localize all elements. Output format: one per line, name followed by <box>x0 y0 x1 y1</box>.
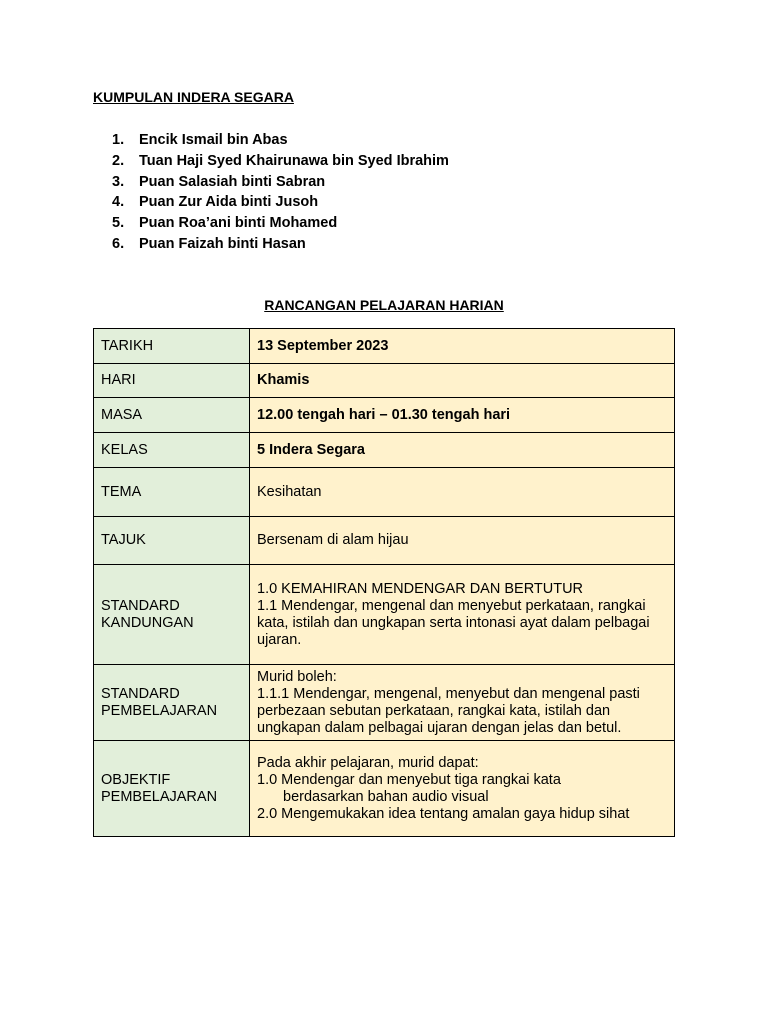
member-name: Tuan Haji Syed Khairunawa bin Syed Ibrahim <box>139 152 449 169</box>
table-row <box>94 665 675 741</box>
row-value: 12.00 tengah hari – 01.30 tengah hari <box>250 398 675 433</box>
lesson-plan-table <box>93 328 675 837</box>
row-label-line: OBJEKTIF <box>101 771 171 788</box>
content-text: 1.1 Mendengar, mengenal dan menyebut perkataan, rangkai kata, istilah dan ungkapan serta intonasi ayat dalam pelbagai ujaran. <box>257 597 650 648</box>
table-row <box>94 329 675 364</box>
list-number: 1. <box>112 132 125 148</box>
row-label <box>94 565 250 665</box>
row-label-line: PEMBELAJARAN <box>101 702 218 719</box>
row-label <box>94 741 250 837</box>
list-number: 2. <box>112 152 125 169</box>
objective-2: 2.0 Mengemukakan idea tentang amalan gaya hidup sihat <box>257 805 630 822</box>
table-row <box>94 565 675 665</box>
list-number: 6. <box>112 235 125 252</box>
table-row <box>94 364 675 398</box>
content-intro: Pada akhir pelajaran, murid dapat: <box>257 754 479 771</box>
row-value <box>250 665 675 741</box>
plan-title: RANCANGAN PELAJARAN HARIAN <box>264 297 504 313</box>
list-item <box>112 172 449 193</box>
table-row <box>94 741 675 837</box>
member-name: Puan Roa’ani binti Mohamed <box>139 215 338 232</box>
row-label-line: PEMBELAJARAN <box>101 788 218 805</box>
member-name: Puan Salasiah binti Sabran <box>139 173 326 190</box>
row-label-line: STANDARD <box>101 597 180 614</box>
list-number: 3. <box>112 173 125 190</box>
table-row <box>94 433 675 468</box>
row-label: TEMA <box>94 468 250 517</box>
list-item <box>112 151 449 172</box>
member-name: Encik Ismail bin Abas <box>139 132 288 148</box>
row-value <box>250 741 675 837</box>
row-label: HARI <box>94 364 250 398</box>
table-row <box>94 468 675 517</box>
row-value: Khamis <box>250 364 675 398</box>
objective-1: 1.0 Mendengar dan menyebut tiga rangkai kata <box>257 771 561 788</box>
content-intro: Murid boleh: <box>257 668 337 685</box>
row-label-line: STANDARD <box>101 685 180 702</box>
row-label: TAJUK <box>94 517 250 565</box>
list-item <box>112 130 449 151</box>
row-value: 13 September 2023 <box>250 329 675 364</box>
row-label <box>94 665 250 741</box>
member-name: Puan Zur Aida binti Jusoh <box>139 194 319 211</box>
row-value <box>250 565 675 665</box>
group-title: KUMPULAN INDERA SEGARA <box>93 89 294 105</box>
row-label-line: KANDUNGAN <box>101 614 194 631</box>
member-list <box>112 130 449 255</box>
row-label: TARIKH <box>94 329 250 364</box>
list-item <box>112 213 449 234</box>
table-row <box>94 398 675 433</box>
objective-1-continuation: berdasarkan bahan audio visual <box>283 788 489 805</box>
row-label: KELAS <box>94 433 250 468</box>
content-heading: 1.0 KEMAHIRAN MENDENGAR DAN BERTUTUR <box>257 580 584 597</box>
member-name: Puan Faizah binti Hasan <box>139 235 306 252</box>
list-item <box>112 192 449 213</box>
row-value: Bersenam di alam hijau <box>250 517 675 565</box>
list-number: 4. <box>112 194 125 211</box>
row-value: Kesihatan <box>250 468 675 517</box>
row-label: MASA <box>94 398 250 433</box>
list-item <box>112 234 449 255</box>
content-text: 1.1.1 Mendengar, mengenal, menyebut dan mengenal pasti perbezaan sebutan perkataan, rangkai kata, istilah dan ungkapan dalam pelbagai ujaran dengan jelas dan betul. <box>257 685 640 736</box>
list-number: 5. <box>112 215 125 232</box>
table-row <box>94 517 675 565</box>
row-value: 5 Indera Segara <box>250 433 675 468</box>
